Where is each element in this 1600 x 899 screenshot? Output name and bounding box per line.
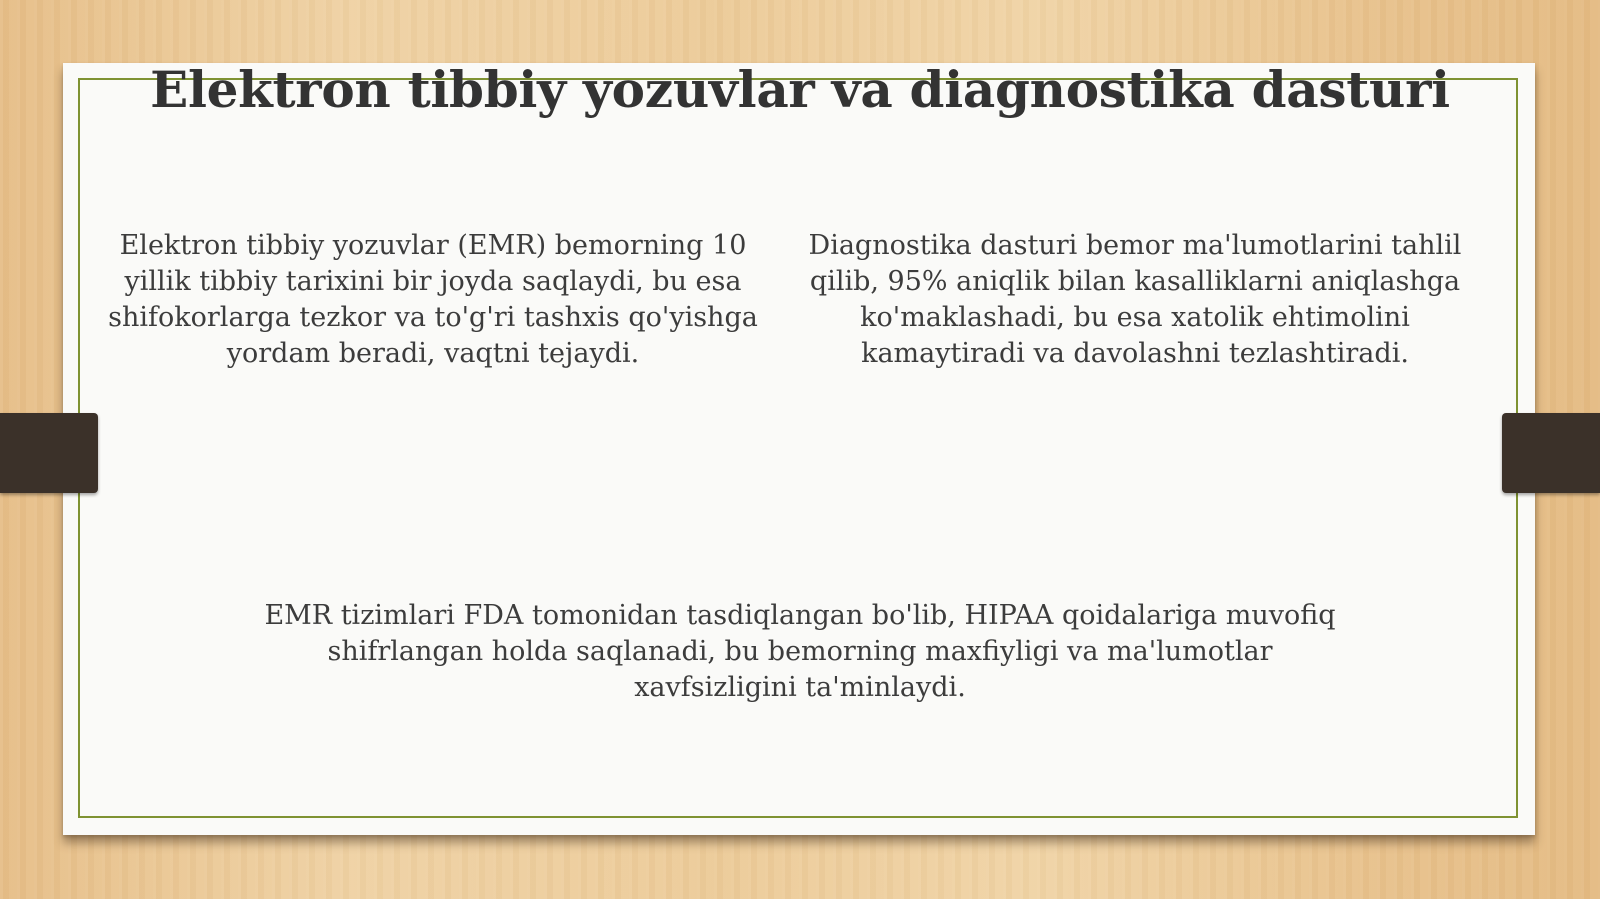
diagnostics-description-text: Diagnostika dasturi bemor ma'lumotlarini tahlil qilib, 95% aniqlik bilan kasalliklarni aniqlashga ko'maklashadi, bu esa xatolik ehtimolini kamaytiradi va davolashni tezlashtiradi. xyxy=(808,230,1462,369)
emr-description-text: Elektron tibbiy yozuvlar (EMR) bemorning 10 yillik tibbiy tarixini bir joyda saqlaydi, bu esa shifokorlarga tezkor va to'g'ri tashxis qo'yishga yordam beradi, vaqtni tejaydi. xyxy=(108,230,758,369)
slide-card xyxy=(63,63,1535,835)
slide-title: Elektron tibbiy yozuvlar va diagnostika dasturi xyxy=(150,60,1450,119)
security-description-text: EMR tizimlari FDA tomonidan tasdiqlangan bo'lib, HIPAA qoidalariga muvofiq shifrlangan holda saqlanadi, bu bemorning maxfiyligi va ma'lumotlar xavfsizligini ta'minlaydi. xyxy=(264,600,1336,703)
binder-clip-right xyxy=(1502,413,1600,493)
binder-clip-left xyxy=(0,413,98,493)
slide-frame-border xyxy=(78,78,1518,818)
